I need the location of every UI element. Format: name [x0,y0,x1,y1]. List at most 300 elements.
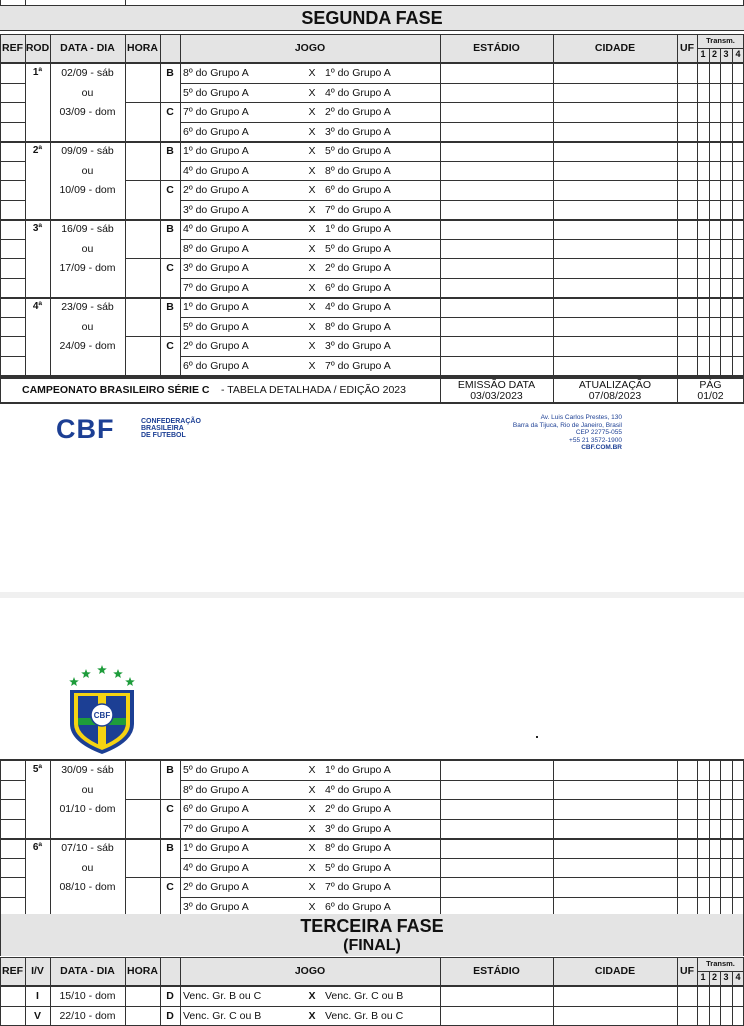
grid-line [677,838,678,916]
grid-line [125,258,180,259]
grid-line [709,48,710,62]
grid-line [732,48,733,62]
header-transm-col: 4 [735,972,741,982]
star-icon [69,677,79,686]
org-name-line: BRASILEIRA [141,425,184,432]
grid-line [677,760,678,838]
grid-line [180,897,744,898]
grid-line [720,48,721,62]
game-away-team: 5º do Grupo A [325,145,391,157]
game-versus: X [308,803,316,815]
grid-line [732,63,733,141]
grid-line [553,297,554,375]
page-gap [0,592,744,598]
grid-line [125,336,180,337]
grid-line [697,1006,698,1026]
grid-line [677,219,678,297]
game-group: C [166,881,174,893]
game-away-team: 4º do Grupo A [325,301,391,313]
game-away-team: 8º do Grupo A [325,320,391,333]
grid-line [720,971,721,985]
round-4-ou: ou [81,320,94,333]
final-game-iv: V [33,1009,41,1022]
address-line: Barra da Tijuca, Rio de Janeiro, Brasil [512,421,622,429]
game-away-team: 1º do Grupo A [325,764,391,776]
game-versus: X [308,223,316,235]
game-home-team: 4º do Grupo A [183,164,249,177]
round-3-date2: 17/09 - dom [59,262,116,274]
round-4-rod: 4ª [32,301,43,312]
grid-line [180,986,181,1006]
final-game-away: Venc. Gr. C ou B [325,990,404,1002]
final-game-versus: X [308,1009,316,1022]
game-home-team: 2º do Grupo A [183,340,249,352]
header-transm-col: 1 [700,972,706,982]
grid-line [180,780,744,781]
game-versus: X [308,184,316,196]
grid-line [0,219,744,221]
header-hora: HORA [127,965,158,977]
game-home-team: 7º do Grupo A [183,822,249,835]
grid-line [0,957,1,985]
round-5-date2: 01/10 - dom [59,803,116,815]
grid-line [180,1006,181,1026]
grid-line [677,297,678,375]
header-transm-col: 1 [700,49,706,59]
final-game-iv: I [36,990,39,1002]
game-home-team: 8º do Grupo A [183,783,249,796]
grid-line [440,63,441,141]
footer-pag-label: PÁG [699,379,722,391]
grid-line [697,297,698,375]
final-game-date: 22/10 - dom [59,1009,116,1022]
footer-emissao-label: EMISSÃO DATA [457,379,536,391]
crest-label: CBF [93,711,111,720]
address-line: CBF.COM.BR [581,444,622,451]
final-game-away: Venc. Gr. B ou C [325,1009,404,1022]
round-5-ou: ou [81,783,94,796]
grid-line [709,141,710,219]
footer-campeonato: CAMPEONATO BRASILEIRO SÉRIE C [22,384,210,396]
round-1-date2: 03/09 - dom [59,106,116,118]
round-3-date1: 16/09 - sáb [61,223,114,235]
grid-line [0,799,25,800]
star-icon [97,665,107,674]
grid-line [677,34,678,62]
round-6-rod: 6ª [32,842,43,853]
grid-line [0,759,744,761]
grid-line [553,219,554,297]
game-versus: X [308,164,316,177]
grid-line [0,258,25,259]
game-home-team: 1º do Grupo A [183,301,249,313]
round-4-date2: 24/09 - dom [59,340,116,352]
grid-line [720,1006,721,1026]
grid-line [697,141,698,219]
grid-line [677,1006,678,1026]
grid-line [0,180,25,181]
round-1-date1: 02/09 - sáb [61,67,114,79]
grid-line [0,30,744,31]
game-versus: X [308,320,316,333]
game-home-team: 3º do Grupo A [183,262,249,274]
final-game-versus: X [308,990,316,1002]
header-jogo: JOGO [294,42,326,54]
grid-line [180,356,744,357]
grid-line [160,34,161,62]
grid-line [0,317,25,318]
section-title-terceira-fase: TERCEIRA FASE [300,916,444,936]
final-game-group: D [166,1009,174,1022]
game-away-team: 3º do Grupo A [325,125,391,138]
game-versus: X [308,842,316,854]
grid-line [440,986,441,1006]
game-versus: X [308,340,316,352]
grid-line [0,377,1,403]
star-icon [125,677,135,686]
grid-line [0,62,744,64]
game-versus: X [308,242,316,255]
game-versus: X [308,125,316,138]
grid-line [125,1006,126,1026]
grid-line [0,838,1,916]
header-ref: REF [2,965,23,977]
game-group: C [166,803,174,815]
grid-line [125,63,126,141]
grid-line [440,838,441,916]
round-4-date1: 23/09 - sáb [61,301,114,313]
game-versus: X [308,145,316,157]
game-away-team: 6º do Grupo A [325,184,391,196]
grid-line [25,34,26,62]
grid-line [0,141,1,219]
grid-line [0,239,25,240]
header-estadio: ESTÁDIO [473,965,520,977]
grid-line [720,297,721,375]
org-name-line: CONFEDERAÇÃO [141,418,201,425]
game-home-team: 6º do Grupo A [183,803,249,815]
grid-line [697,838,698,916]
game-home-team: 7º do Grupo A [183,106,249,118]
grid-line [553,957,554,985]
star-icon [81,669,91,678]
game-group: B [166,145,174,157]
scan-dot [536,736,538,738]
grid-line [677,986,678,1006]
grid-line [50,34,51,62]
game-away-team: 1º do Grupo A [325,67,391,79]
round-6-ou: ou [81,861,94,874]
grid-line [720,219,721,297]
game-away-team: 2º do Grupo A [325,803,391,815]
grid-line [732,297,733,375]
grid-line [0,858,25,859]
grid-line [553,1006,554,1026]
round-5-rod: 5ª [32,764,43,775]
game-group: C [166,340,174,352]
grid-line [0,102,25,103]
grid-line [0,402,744,404]
grid-line [0,986,1,1006]
grid-line [0,219,1,297]
grid-line [0,838,744,840]
grid-line [180,141,181,219]
grid-line [180,297,181,375]
header-transm: Transm. [706,36,735,45]
round-6-date1: 07/10 - sáb [61,842,114,854]
grid-line [709,63,710,141]
game-home-team: 1º do Grupo A [183,842,249,854]
game-group: C [166,262,174,274]
round-3-rod: 3ª [32,223,43,234]
footer-emissao-value: 03/03/2023 [470,390,523,402]
game-versus: X [308,203,316,216]
grid-line [180,317,744,318]
final-game-home: Venc. Gr. B ou C [183,990,262,1002]
address-line: +55 21 3572-1900 [569,436,622,444]
grid-line [180,336,744,337]
grid-line [0,34,1,62]
grid-line [0,957,744,958]
game-away-team: 4º do Grupo A [325,783,391,796]
grid-line [0,161,25,162]
game-versus: X [308,881,316,893]
game-away-team: 7º do Grupo A [325,203,391,216]
address-line: CEP 22775-055 [575,429,622,436]
game-group: B [166,67,174,79]
final-game-group: D [166,990,174,1002]
grid-line [440,957,441,985]
game-home-team: 6º do Grupo A [183,359,249,372]
game-group: B [166,764,174,776]
grid-line [0,914,1,956]
grid-line [553,838,554,916]
game-versus: X [308,106,316,118]
grid-line [180,819,744,820]
grid-line [0,200,25,201]
grid-line [180,122,744,123]
round-1-ou: ou [81,86,94,99]
header-transm: Transm. [706,959,735,968]
grid-line [180,957,181,985]
game-away-team: 3º do Grupo A [325,822,391,835]
grid-line [553,986,554,1006]
grid-line [0,297,744,299]
grid-line [677,63,678,141]
header-transm-col: 3 [723,49,729,59]
game-away-team: 2º do Grupo A [325,106,391,118]
org-name-line: DE FUTEBOL [141,432,186,439]
grid-line [553,760,554,838]
grid-line [50,957,51,985]
grid-line [0,897,25,898]
grid-line [709,838,710,916]
grid-line [180,161,744,162]
game-group: B [166,223,174,235]
game-away-team: 8º do Grupo A [325,842,391,854]
grid-line [732,219,733,297]
grid-line [720,760,721,838]
header-transm-col: 2 [711,49,717,59]
cbf-crest-logo [62,658,142,758]
grid-line [180,83,744,84]
game-away-team: 7º do Grupo A [325,881,391,893]
game-versus: X [308,67,316,79]
grid-line [125,141,126,219]
game-home-team: 8º do Grupo A [183,242,249,255]
final-game-home: Venc. Gr. C ou B [183,1009,262,1022]
game-away-team: 6º do Grupo A [325,900,391,913]
grid-line [180,200,744,201]
grid-line [720,986,721,1006]
game-home-team: 4º do Grupo A [183,223,249,235]
grid-line [697,219,698,297]
header-uf: UF [680,42,694,54]
game-versus: X [308,86,316,99]
grid-line [709,219,710,297]
grid-line [0,141,744,143]
header-iv: I/V [31,965,44,977]
grid-line [0,278,25,279]
grid-line [709,297,710,375]
header-estadio: ESTÁDIO [473,42,520,54]
grid-line [0,356,25,357]
game-home-team: 8º do Grupo A [183,67,249,79]
game-away-team: 5º do Grupo A [325,861,391,874]
round-3-ou: ou [81,242,94,255]
grid-line [180,799,744,800]
game-away-team: 3º do Grupo A [325,340,391,352]
grid-line [0,83,25,84]
round-2-ou: ou [81,164,94,177]
footer-atualizacao-value: 07/08/2023 [588,390,642,402]
header-data-dia: DATA - DIA [60,965,115,977]
grid-line [0,1006,1,1026]
grid-line [180,760,181,838]
game-versus: X [308,301,316,313]
grid-line [697,34,698,62]
header-cidade: CIDADE [594,42,636,54]
header-uf: UF [680,965,694,977]
grid-line [0,877,25,878]
address-line: Av. Luis Carlos Prestes, 130 [540,414,622,421]
grid-line [180,102,744,103]
grid-line [709,1006,710,1026]
game-versus: X [308,281,316,294]
header-hora: HORA [127,42,158,54]
grid-line [180,239,744,240]
round-6-date2: 08/10 - dom [59,881,116,893]
header-transm-col: 3 [723,972,729,982]
cbf-wordmark-logo: CBF [56,414,115,444]
grid-line [697,957,698,985]
final-game-date: 15/10 - dom [59,990,116,1002]
footer-pag-value: 01/02 [697,390,724,402]
grid-line [125,34,126,62]
header-rod: ROD [25,42,50,54]
grid-line [180,258,744,259]
grid-line [709,971,710,985]
section-subtitle-final: (FINAL) [343,937,401,954]
footer-atualizacao-label: ATUALIZAÇÃO [578,379,652,391]
header-data-dia: DATA - DIA [60,42,115,54]
round-2-date2: 10/09 - dom [59,184,116,196]
grid-line [732,760,733,838]
star-icon [113,669,123,678]
round-2-rod: 2ª [32,145,43,156]
grid-line [0,760,1,838]
game-home-team: 7º do Grupo A [183,281,249,294]
grid-line [180,34,181,62]
grid-line [553,63,554,141]
game-home-team: 2º do Grupo A [183,881,249,893]
grid-line [720,63,721,141]
game-group: B [166,842,174,854]
grid-line [0,819,25,820]
grid-line [125,180,180,181]
game-away-team: 8º do Grupo A [325,164,391,177]
grid-line [160,957,161,985]
header-transm-col: 2 [711,972,717,982]
grid-line [0,297,1,375]
game-versus: X [308,900,316,913]
game-group: B [166,301,174,313]
grid-line [440,297,441,375]
game-away-team: 4º do Grupo A [325,86,391,99]
game-home-team: 5º do Grupo A [183,764,249,776]
grid-line [125,297,126,375]
section-title-segunda-fase: SEGUNDA FASE [301,8,443,28]
grid-line [180,63,181,141]
game-home-team: 2º do Grupo A [183,184,249,196]
grid-line [125,838,126,916]
game-home-team: 1º do Grupo A [183,145,249,157]
grid-line [553,141,554,219]
grid-line [732,838,733,916]
grid-line [25,957,26,985]
grid-line [125,877,180,878]
grid-line [697,760,698,838]
game-away-team: 6º do Grupo A [325,281,391,294]
grid-line [0,1006,744,1007]
grid-line [0,336,25,337]
game-group: C [166,184,174,196]
grid-line [697,986,698,1006]
grid-line [440,760,441,838]
grid-line [180,219,181,297]
grid-line [180,180,744,181]
grid-line [732,141,733,219]
game-versus: X [308,783,316,796]
game-versus: X [308,262,316,274]
game-home-team: 3º do Grupo A [183,203,249,216]
grid-line [720,838,721,916]
game-away-team: 1º do Grupo A [325,223,391,235]
grid-line [180,858,744,859]
grid-line [125,102,180,103]
grid-line [0,122,25,123]
grid-line [440,34,441,62]
grid-line [125,986,126,1006]
game-versus: X [308,764,316,776]
grid-line [180,278,744,279]
grid-line [732,986,733,1006]
grid-line [709,986,710,1006]
grid-line [720,141,721,219]
game-versus: X [308,822,316,835]
grid-line [697,63,698,141]
game-home-team: 3º do Grupo A [183,900,249,913]
